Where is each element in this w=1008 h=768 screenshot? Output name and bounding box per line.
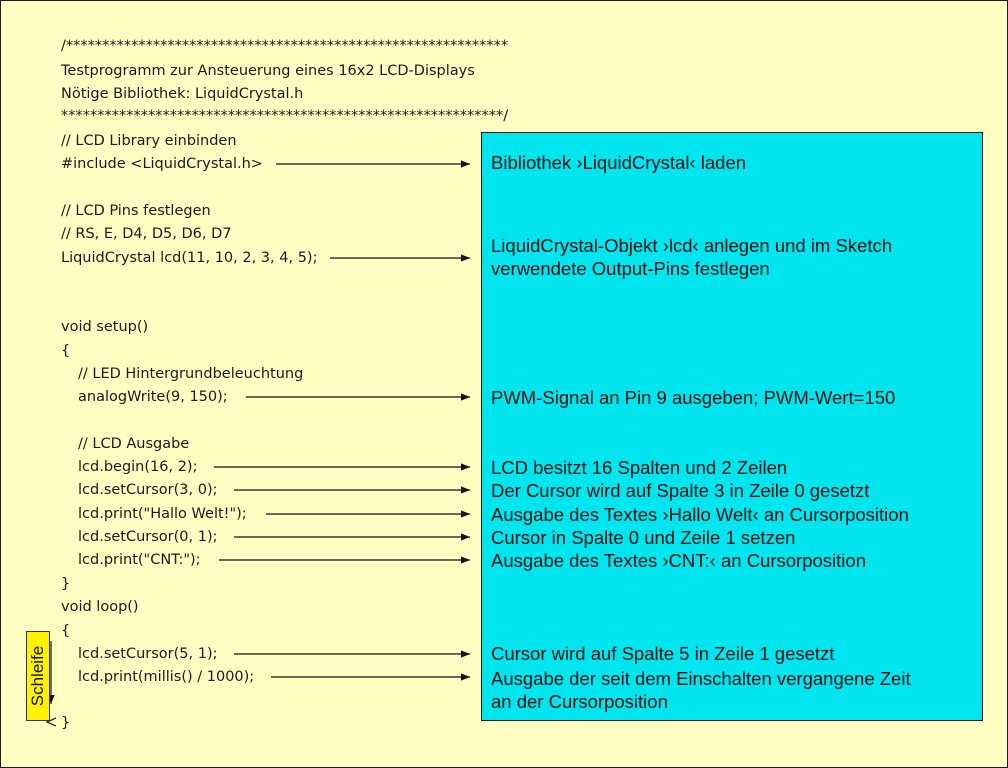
note-set-cursor-3-0: Der Cursor wird auf Spalte 3 in Zeile 0 gesetzt [491, 480, 870, 501]
code-line-header-close: *************************************************************/ [61, 108, 509, 124]
note-print-hallo: Ausgabe des Textes ›Hallo Welt‹ an Cursorposition [491, 504, 909, 525]
code-line-print-millis: lcd.print(millis() / 1000); [78, 669, 255, 685]
code-line-comment-output: // LCD Ausgabe [78, 436, 190, 452]
code-line-setup-open-brace: { [61, 343, 71, 359]
note-print-cnt: Ausgabe des Textes ›CNT:‹ an Cursorposition [491, 550, 866, 571]
code-line-lcd-begin: lcd.begin(16, 2); [78, 459, 198, 475]
note-set-cursor-0-1: Cursor in Spalte 0 und Zeile 1 setzen [491, 527, 796, 548]
code-line-set-cursor-3-0: lcd.setCursor(3, 0); [78, 482, 218, 498]
note-set-cursor-5-1: Cursor wird auf Spalte 5 in Zeile 1 gesetzt [491, 643, 835, 664]
code-line-comment-backlight: // LED Hintergrundbeleuchtung [78, 366, 304, 382]
code-line-include: #include <LiquidCrystal.h> [61, 156, 263, 172]
code-line-lcd-object: LiquidCrystal lcd(11, 10, 2, 3, 4, 5); [61, 250, 318, 266]
code-line-library-note: Nötige Bibliothek: LiquidCrystal.h [61, 86, 304, 102]
code-line-loop: void loop() [61, 599, 139, 615]
note-print-millis-line1: Ausgabe der seit dem Einschalten vergangene Zeit [491, 668, 911, 689]
loop-label [26, 631, 50, 721]
note-print-millis-line2: an der Cursorposition [491, 691, 668, 712]
code-line-title: Testprogramm zur Ansteuerung eines 16x2 LCD-Displays [61, 63, 475, 79]
note-lcd-object-line2: verwendete Output-Pins festlegen [491, 258, 770, 279]
note-pwm: PWM-Signal an Pin 9 ausgeben; PWM-Wert=150 [491, 387, 896, 408]
note-lcd-begin: LCD besitzt 16 Spalten und 2 Zeilen [491, 457, 788, 478]
code-line-comment-pin-list: // RS, E, D4, D5, D6, D7 [61, 226, 232, 242]
code-line-set-cursor-0-1: lcd.setCursor(0, 1); [78, 529, 218, 545]
code-line-setup: void setup() [61, 319, 149, 335]
code-line-loop-open-brace: { [61, 623, 71, 639]
code-line-loop-close-brace: } [61, 715, 71, 731]
code-line-header-open: /************************************************************* [61, 38, 509, 54]
note-lcd-object-line1: LiquidCrystal-Objekt ›lcd‹ anlegen und im Sketch [491, 235, 893, 256]
code-line-setup-close-brace: } [61, 576, 71, 592]
code-line-print-cnt: lcd.print("CNT:"); [78, 552, 201, 568]
code-line-comment-library: // LCD Library einbinden [61, 133, 237, 149]
code-line-analog-write: analogWrite(9, 150); [78, 389, 228, 405]
code-line-set-cursor-5-1: lcd.setCursor(5, 1); [78, 646, 218, 662]
connector-arrows [1, 1, 1007, 767]
note-include: Bibliothek ›LiquidCrystal‹ laden [491, 152, 747, 173]
code-line-print-hallo: lcd.print("Hallo Welt!"); [78, 506, 247, 522]
code-line-comment-pins: // LCD Pins festlegen [61, 203, 211, 219]
loop-label-text: Schleife [28, 645, 47, 707]
